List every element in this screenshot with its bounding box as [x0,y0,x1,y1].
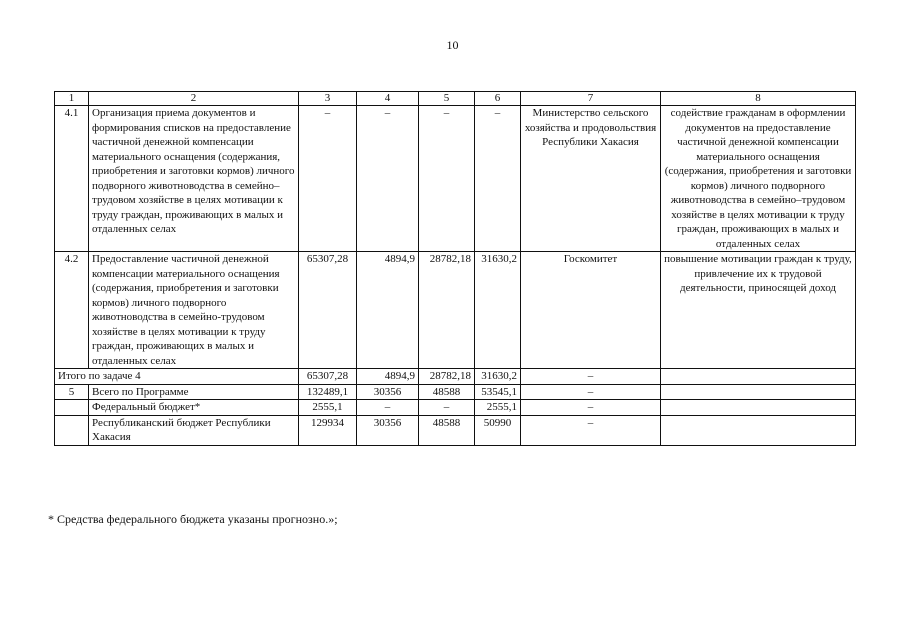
expected-result [661,369,856,385]
executor: Госкомитет [521,252,661,369]
activity-name: Федеральный бюджет* [89,400,299,416]
activity-name: Организация приема документов и формирования списков на предоставление частичной денежной компенсации материального оснащения (содержания, приобретения и заготовки кормов) личного подворного животноводства в семейно–трудовом хозяйстве в целях мотивации к труду граждан, проживающих в малых и отдаленных селах [89,106,299,252]
table-row [55,384,856,400]
activity-name: Всего по Программе [89,384,299,400]
funding-year-1: 30356 [357,415,419,445]
funding-total: 132489,1 [299,384,357,400]
funding-year-1: 4894,9 [357,252,419,369]
table-row [55,415,856,445]
funding-total: – [299,106,357,252]
page-number: 10 [446,38,459,52]
row-number [55,415,89,445]
program-table [54,91,856,446]
executor: – [521,415,661,445]
executor: – [521,384,661,400]
funding-year-1: 4894,9 [357,369,419,385]
header-cell: 2 [89,92,299,106]
executor: Министерство сельского хозяйства и продовольствия Республики Хакасия [521,106,661,252]
funding-year-2: 28782,18 [419,369,475,385]
row-number: 4.1 [55,106,89,252]
expected-result [661,400,856,416]
row-number: 5 [55,384,89,400]
funding-total: 2555,1 [299,400,357,416]
header-cell: 6 [475,92,521,106]
total-label: Итого по задаче 4 [55,369,299,385]
expected-result [661,415,856,445]
table-row [55,369,856,385]
funding-total: 129934 [299,415,357,445]
activity-name: Республиканский бюджет Республики Хакасия [89,415,299,445]
funding-year-2: 28782,18 [419,252,475,369]
funding-year-2: – [419,106,475,252]
funding-year-1: 30356 [357,384,419,400]
table-row [55,106,856,252]
table-row [55,400,856,416]
header-cell: 8 [661,92,856,106]
funding-total: 65307,28 [299,369,357,385]
row-number: 4.2 [55,252,89,369]
funding-year-3: – [475,106,521,252]
footnote: * Средства федерального бюджета указаны прогнозно.»; [48,512,338,526]
funding-year-2: 48588 [419,415,475,445]
expected-result: содействие гражданам в оформлении документов на предоставление частичной денежной компенсации материального оснащения (содержания, приобретения и заготовки кормов) личного подворного животноводства в семейно–трудовом хозяйстве в целях мотивации к труду граждан, проживающих в малых и отдаленных селах [661,106,856,252]
header-cell: 7 [521,92,661,106]
executor: – [521,400,661,416]
header-cell: 3 [299,92,357,106]
executor: – [521,369,661,385]
row-number [55,400,89,416]
funding-year-3: 50990 [475,415,521,445]
funding-total: 65307,28 [299,252,357,369]
funding-year-1: – [357,400,419,416]
funding-year-2: – [419,400,475,416]
funding-year-3: 53545,1 [475,384,521,400]
table-row [55,252,856,369]
funding-year-2: 48588 [419,384,475,400]
header-row [55,92,856,106]
funding-year-1: – [357,106,419,252]
header-cell: 1 [55,92,89,106]
funding-year-3: 31630,2 [475,369,521,385]
header-cell: 5 [419,92,475,106]
funding-year-3: 2555,1 [475,400,521,416]
activity-name: Предоставление частичной денежной компенсации материального оснащения (содержания, приобретения и заготовки кормов) личного подворного животноводства в семейно-трудовом хозяйстве в целях мотивации к труду граждан, проживающих в малых и отдаленных селах [89,252,299,369]
header-cell: 4 [357,92,419,106]
expected-result: повышение мотивации граждан к труду, привлечение их к трудовой деятельности, приносящей доход [661,252,856,369]
funding-year-3: 31630,2 [475,252,521,369]
expected-result [661,384,856,400]
